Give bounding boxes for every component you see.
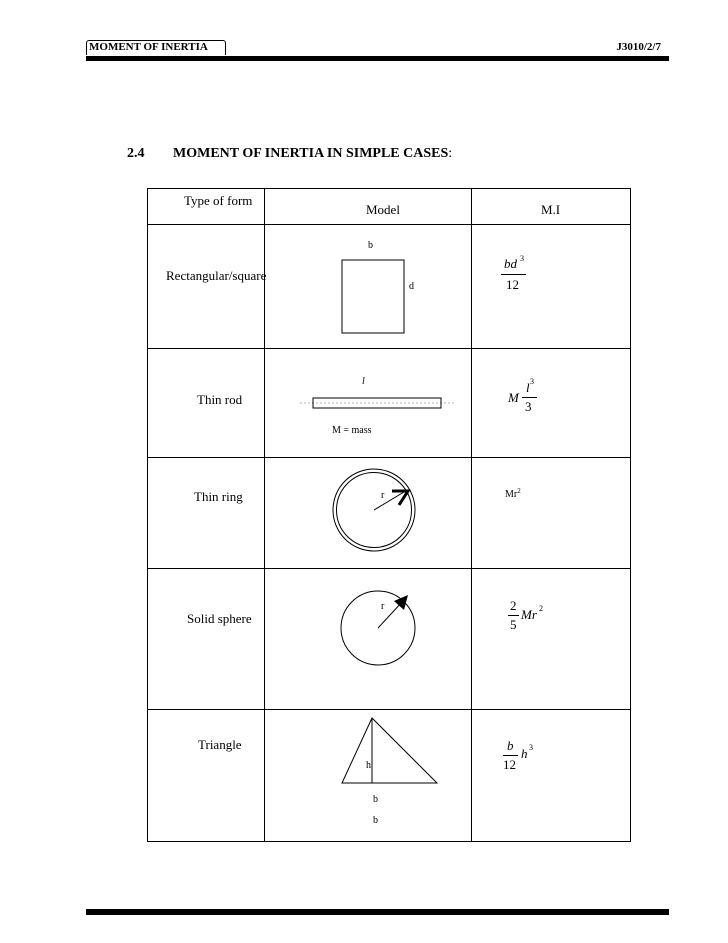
col-header-model: Model (366, 202, 400, 217)
row-triangle-type: Triangle (198, 737, 242, 752)
section-title-text: MOMENT OF INERTIA IN SIMPLE CASES (173, 146, 449, 161)
sphere-formula-numerator: 2 (510, 598, 517, 613)
col-header-mi: M.I (541, 202, 561, 217)
triangle-formula-numerator: b (507, 738, 514, 753)
ring-label-r: r (381, 490, 385, 501)
rect-formula-denominator: 12 (506, 277, 519, 292)
row-thin-ring-type: Thin ring (194, 489, 243, 504)
sphere-formula-denominator: 5 (510, 617, 517, 632)
rect-formula-exponent: 3 (520, 254, 524, 263)
row-solid-sphere-type: Solid sphere (187, 611, 252, 626)
triangle-formula-exponent: 3 (529, 743, 533, 752)
footer-rule (86, 909, 669, 915)
header-chapter-title: MOMENT OF INERTIA (89, 41, 208, 53)
rod-formula-exponent: 3 (530, 377, 534, 386)
triangle-formula-h: h (521, 746, 528, 761)
sphere-formula-bar (508, 615, 519, 616)
row-thin-rod-type: Thin rod (197, 392, 243, 407)
rectangle-shape (342, 260, 404, 333)
col-header-type: Type of form (184, 193, 253, 208)
sphere-label-r: r (381, 601, 385, 612)
row-rectangular-type: Rectangular/square (166, 268, 267, 283)
rect-formula-bar (501, 274, 526, 275)
ring-formula-exponent: 2 (517, 487, 521, 495)
ring-formula-text: Mr (505, 489, 518, 500)
triangle-formula-denominator: 12 (503, 757, 516, 772)
rod-label-l: l (362, 376, 365, 387)
triangle-label-b-2: b (373, 815, 378, 826)
header-page-code: J3010/2/7 (616, 41, 661, 53)
rect-label-b: b (368, 240, 373, 251)
rod-formula-coefficient: M (508, 390, 519, 405)
rect-label-d: d (409, 281, 414, 292)
triangle-formula-bar (503, 755, 518, 756)
triangle-label-h: h (366, 760, 371, 771)
rod-label-mass: M = mass (332, 425, 372, 436)
rect-formula-numerator: bd (504, 256, 517, 271)
triangle-shape (342, 718, 437, 783)
sphere-formula-exponent: 2 (539, 604, 543, 613)
rod-formula-denominator: 3 (525, 399, 532, 414)
section-title-colon: : (448, 146, 453, 161)
rod-formula-numerator: l (526, 380, 530, 395)
section-number: 2.4 (127, 146, 145, 161)
sphere-formula-rest: Mr (521, 607, 537, 622)
ring-radius-line (374, 492, 404, 510)
ring-formula (505, 487, 521, 500)
rod-formula-bar (522, 397, 537, 398)
triangle-label-b-1: b (373, 794, 378, 805)
